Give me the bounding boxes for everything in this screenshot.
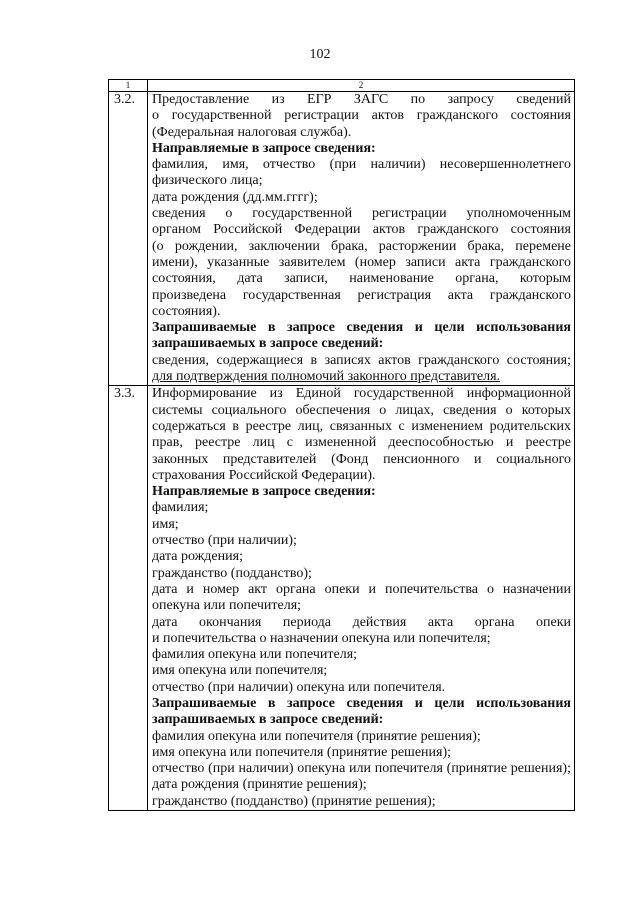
text-line: системы социального обеспечения о лицах, сведения о которых xyxy=(152,402,571,418)
table-row xyxy=(109,92,575,386)
text-line: имя опекуна или попечителя (принятие решения); xyxy=(152,744,452,760)
text-line: Предоставление из ЕГР ЗАГС по запросу сведений xyxy=(152,92,571,107)
text-line: состояния, дата записи, наименование органа, которым xyxy=(152,271,571,287)
table-row xyxy=(109,386,575,811)
text-line: гражданство (подданство) (принятие решения); xyxy=(152,793,436,809)
column-header-1: 1 xyxy=(109,80,148,92)
text-line: сведения, содержащиеся в записях актов гражданского состояния; xyxy=(152,352,571,368)
text-line: состояния). xyxy=(152,303,221,319)
text-line: Информирование из Единой государственной информационной xyxy=(152,386,571,402)
text-line: дата и номер акт органа опеки и попечительства о назначении xyxy=(152,581,571,597)
row-content xyxy=(148,386,574,810)
text-line: имя; xyxy=(152,516,179,532)
row-number: 3.3. xyxy=(114,386,135,402)
text-line: имени), указанные заявителем (номер записи акта гражданского xyxy=(152,254,571,270)
text-line: Направляемые в запросе сведения: xyxy=(152,484,376,500)
text-line: имя опекуна или попечителя; xyxy=(152,663,328,679)
text-line: дата окончания периода действия акта органа опеки xyxy=(152,614,571,630)
text-line: дата рождения (принятие решения); xyxy=(152,777,367,793)
row-number: 3.2. xyxy=(114,92,135,107)
text-line: (о рождении, заключении брака, расторжении брака, перемене xyxy=(152,238,571,254)
column-header-2: 2 xyxy=(148,80,575,92)
text-line: для подтверждения полномочий законного представителя. xyxy=(152,369,501,385)
text-line: прав, реестре лиц с измененной дееспособностью и реестре xyxy=(152,435,571,451)
table-header-row xyxy=(109,80,575,92)
text-line: запрашиваемых в запросе сведений: xyxy=(152,336,384,352)
text-line: физического лица; xyxy=(152,173,263,189)
row-content xyxy=(148,92,574,385)
text-line: о государственной регистрации актов гражданского состояния xyxy=(152,108,571,124)
text-line: дата рождения; xyxy=(152,549,243,565)
text-line: отчество (при наличии) опекуна или попечителя. xyxy=(152,679,446,695)
text-line: дата рождения (дд.мм.гггг); xyxy=(152,189,318,205)
text-line: (Федеральная налоговая служба). xyxy=(152,124,352,140)
text-line: Запрашиваемые в запросе сведения и цели использования xyxy=(152,695,571,711)
text-line: фамилия опекуна или попечителя; xyxy=(152,647,358,663)
text-line: запрашиваемых в запросе сведений: xyxy=(152,712,384,728)
text-line: Направляемые в запросе сведения: xyxy=(152,140,376,156)
text-line: органом Российской Федерации актов гражданского состояния xyxy=(152,222,571,238)
text-line: Запрашиваемые в запросе сведения и цели использования xyxy=(152,320,571,336)
text-line: опекуна или попечителя; xyxy=(152,598,302,614)
page-number: 102 xyxy=(309,47,331,62)
text-line: отчество (при наличии); xyxy=(152,533,297,549)
text-line: фамилия опекуна или попечителя (принятие решения); xyxy=(152,728,481,744)
requirements-table xyxy=(108,79,575,811)
text-line: фамилия, имя, отчество (при наличии) несовершеннолетнего xyxy=(152,157,571,173)
text-line: фамилия; xyxy=(152,500,209,516)
text-line: законных представителей (Фонд пенсионного и социального xyxy=(152,451,571,467)
text-line: отчество (при наличии) опекуна или попечителя (принятие решения); xyxy=(152,761,571,777)
text-line: и попечительства о назначении опекуна или попечителя; xyxy=(152,630,491,646)
text-line: страхования Российской Федерации). xyxy=(152,467,376,483)
text-line: произведена государственная регистрация акта гражданского xyxy=(152,287,571,303)
text-line: сведения о государственной регистрации уполномоченным xyxy=(152,206,571,222)
text-line: гражданство (подданство); xyxy=(152,565,312,581)
text-line: содержаться в реестре лиц, связанных с изменением родительских xyxy=(152,418,571,434)
